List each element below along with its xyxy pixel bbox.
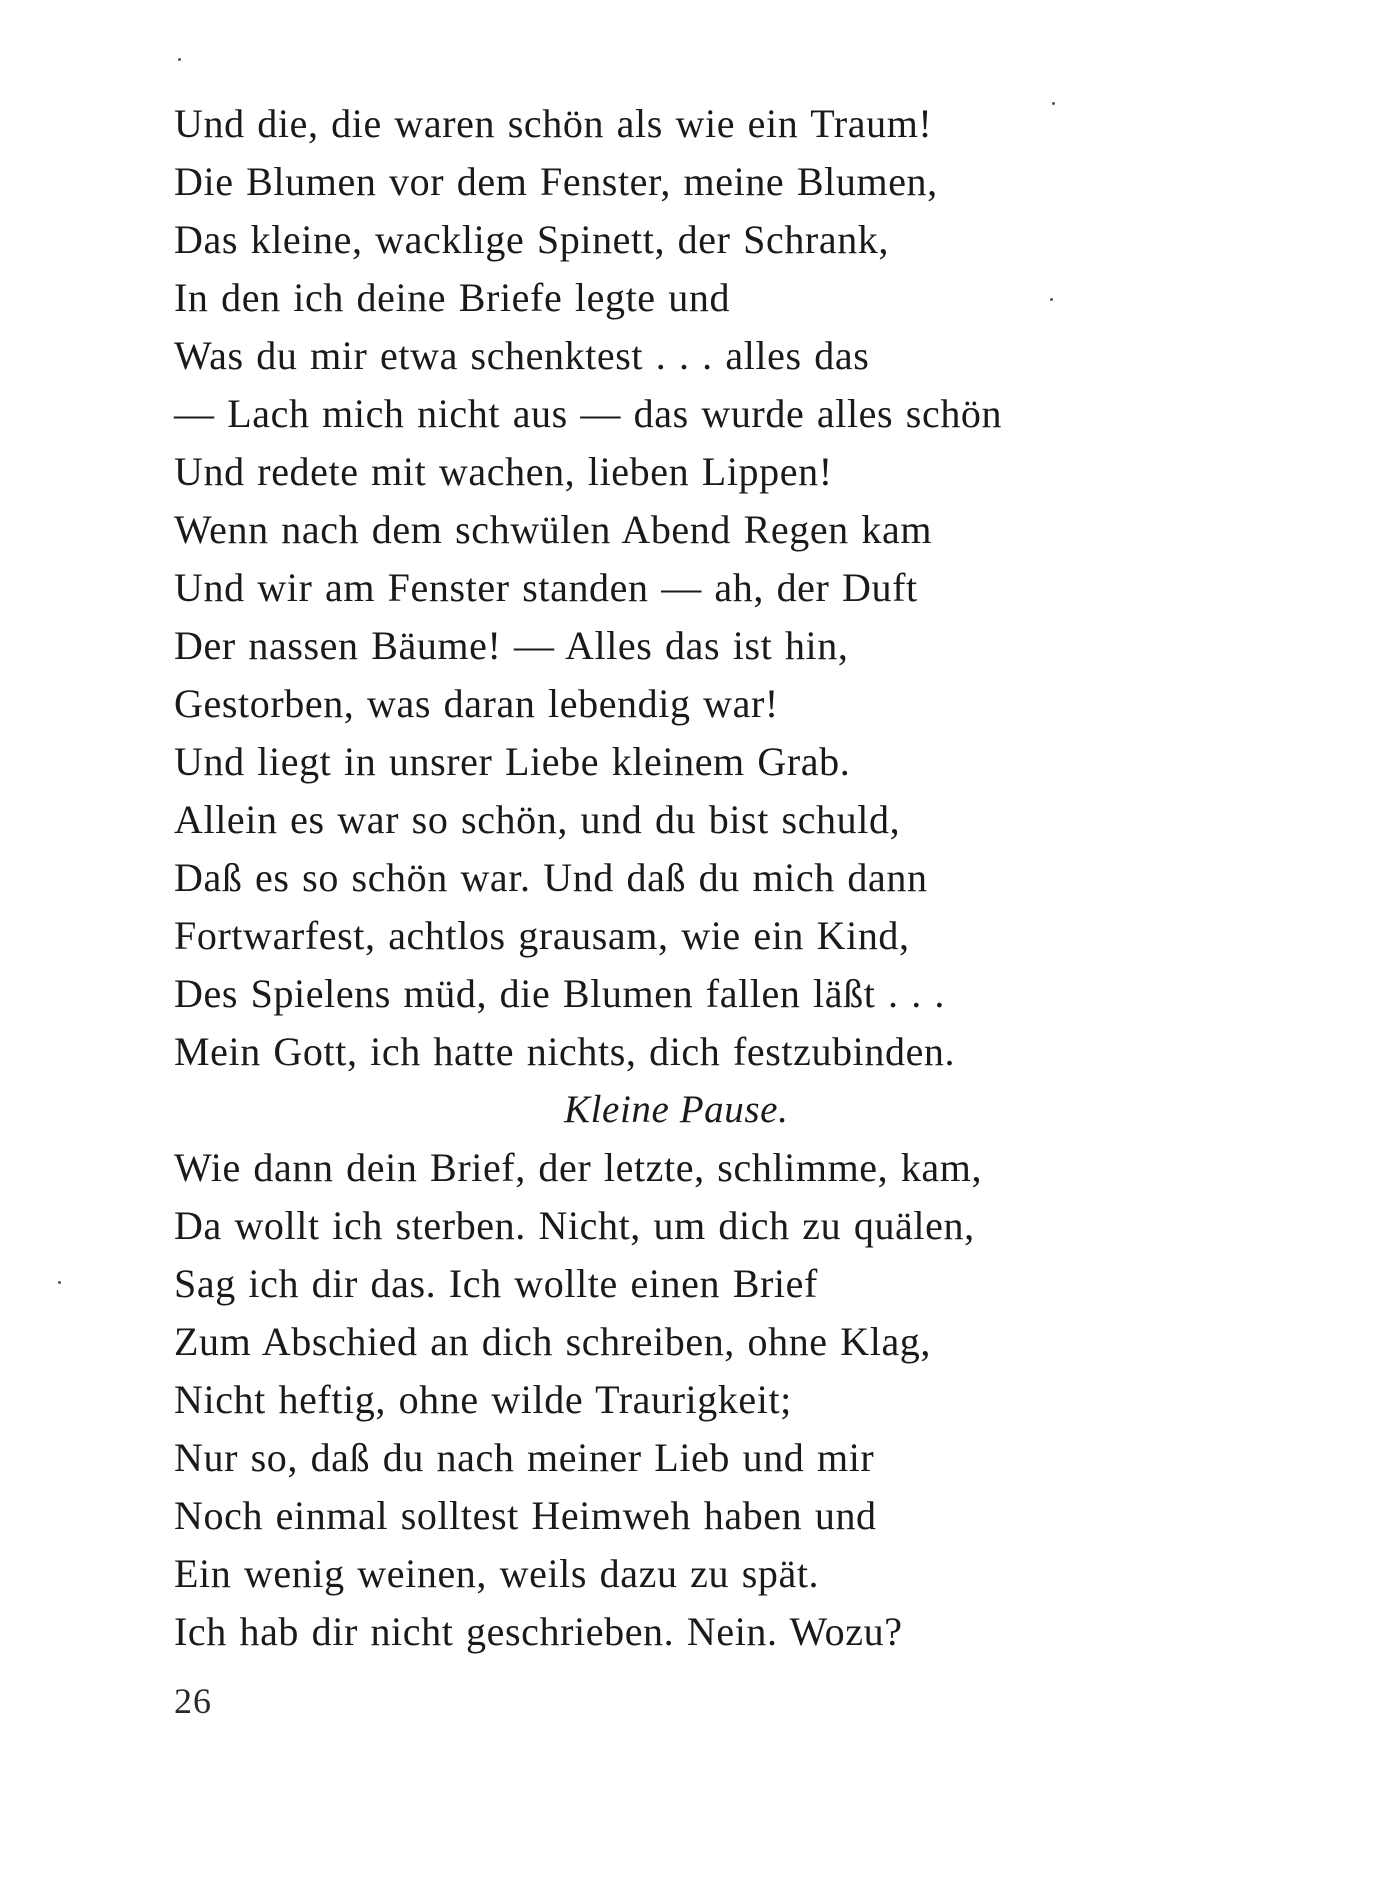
verse-line: Und wir am Fenster standen — ah, der Duft <box>174 565 918 610</box>
verse-line: Und liegt in unsrer Liebe kleinem Grab. <box>174 739 851 784</box>
verse-line: Nicht heftig, ohne wilde Traurigkeit; <box>174 1377 792 1422</box>
verse-line: Des Spielens müd, die Blumen fallen läßt . . . <box>174 971 946 1016</box>
verse-line: Wie dann dein Brief, der letzte, schlimme, kam, <box>174 1145 983 1190</box>
paper-speck <box>178 58 181 61</box>
verse-line: Und die, die waren schön als wie ein Traum! <box>174 101 933 146</box>
paper-speck <box>58 1281 61 1284</box>
verse-line: In den ich deine Briefe legte und <box>174 275 731 320</box>
verse-line: Das kleine, wacklige Spinett, der Schrank, <box>174 217 890 262</box>
verse-line: Sag ich dir das. Ich wollte einen Brief <box>174 1261 818 1306</box>
verse-line: Ich hab dir nicht geschrieben. Nein. Wozu? <box>174 1609 903 1654</box>
verse-line: Daß es so schön war. Und daß du mich dann <box>174 855 928 900</box>
verse-line: Fortwarfest, achtlos grausam, wie ein Kind, <box>174 913 910 958</box>
verse-line: Zum Abschied an dich schreiben, ohne Klag, <box>174 1319 932 1364</box>
verse-line: — Lach mich nicht aus — das wurde alles schön <box>174 391 1003 436</box>
verse-line: Ein wenig weinen, weils dazu zu spät. <box>174 1551 820 1596</box>
verse-line: Die Blumen vor dem Fenster, meine Blumen, <box>174 159 938 204</box>
verse-line: Was du mir etwa schenktest . . . alles das <box>174 333 870 378</box>
verse-line: Nur so, daß du nach meiner Lieb und mir <box>174 1435 875 1480</box>
verse-line: Wenn nach dem schwülen Abend Regen kam <box>174 507 933 552</box>
verse-line: Noch einmal solltest Heimweh haben und <box>174 1493 877 1538</box>
stage-direction: Kleine Pause. <box>564 1088 789 1131</box>
verse-line: Gestorben, was daran lebendig war! <box>174 681 779 726</box>
verse-line: Und redete mit wachen, lieben Lippen! <box>174 449 833 494</box>
poem-text <box>174 95 1174 1661</box>
page-number: 26 <box>174 1681 212 1721</box>
verse-line: Mein Gott, ich hatte nichts, dich festzubinden. <box>174 1029 956 1074</box>
verse-line: Da wollt ich sterben. Nicht, um dich zu quälen, <box>174 1203 975 1248</box>
verse-line: Allein es war so schön, und du bist schuld, <box>174 797 901 842</box>
verse-line: Der nassen Bäume! — Alles das ist hin, <box>174 623 849 668</box>
